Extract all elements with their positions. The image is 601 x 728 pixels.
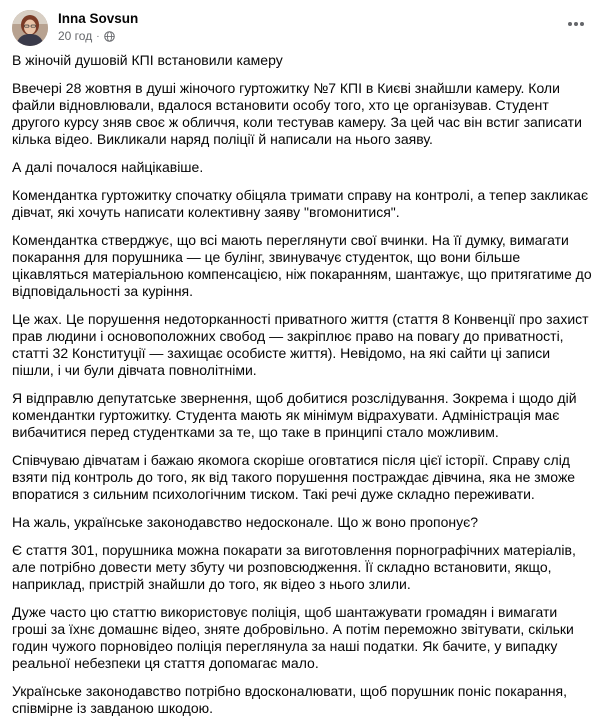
more-options-button[interactable]: [564, 14, 588, 34]
post-paragraph: Ввечері 28 жовтня в душі жіночого гуртожитку №7 КПІ в Києві знайшли камеру. Коли файли відновлювали, вдалося встановити особу того, хто це організував. Студент другого курсу зняв своє ж обличчя, коли тестував камеру. За цей час він встиг записати кілька відео. Викликали наряд поліції й написали на нього заяву.: [12, 80, 582, 147]
post-text: [12, 52, 594, 728]
avatar-image: [12, 10, 48, 46]
post-paragraph: Я відправлю депутатське звернення, щоб добитися розслідування. Зокрема і щодо дій комендантки гуртожитку. Студента мають як мінімум відрахувати. Адміністрація має вибачитися перед студентками за те, що таке в принципі стало можливим.: [12, 390, 577, 440]
meta-separator: ·: [96, 30, 100, 42]
author-name[interactable]: Inna Sovsun: [58, 11, 139, 26]
post-paragraph: А далі почалося найцікавіше.: [12, 159, 204, 175]
more-horizontal-icon: [567, 21, 585, 27]
post-paragraph: Дуже часто цю статтю використовує поліція, щоб шантажувати громадян і вимагати гроші за їхнє домашнє відео, зняте добровільно. А потім переможно звітувати, скільки годин чужого порновідео поліція переглянула за наші податки. Як бачите, у випадку реальної небезпеки ця стаття допомагає мало.: [12, 604, 574, 671]
post-timestamp[interactable]: 20 год: [58, 29, 93, 43]
post-paragraph: На жаль, українське законодавство недосконале. Що ж воно пропонує?: [12, 514, 479, 530]
post-paragraph: В жіночій душовій КПІ встановили камеру: [12, 52, 283, 68]
globe-icon: [104, 31, 115, 42]
post-paragraph: Українське законодавство потрібно вдосконалювати, щоб порушник поніс покарання, співмірне із завданою шкодою.: [12, 683, 568, 716]
post-paragraph: Це жах. Це порушення недоторканності приватного життя (стаття 8 Конвенції про захист прав людини і основоположних свобод — закріплює право на повагу до приватності, статті 32 Конституції — захищає особисте життя). Невідомо, на які сайти ці записи пішли, і чи були дівчата повнолітніми.: [12, 311, 589, 378]
post-paragraph: Співчуваю дівчатам і бажаю якомога скоріше оговтатися після цієї історії. Справу слід взяти під контроль до того, як від такого порушення постраждає дівчина, яка не зможе впоратися з сильним психологічним тиском. Такі речі дуже складно переживати.: [12, 452, 576, 502]
post-header: [12, 10, 592, 46]
post-paragraph: Комендантка гуртожитку спочатку обіцяла тримати справу на контролі, а тепер закликає дівчат, які хочуть написати колективну заяву "вгомонитися".: [12, 187, 589, 220]
post-paragraph: Комендантка стверджує, що всі мають переглянути свої вчинки. На її думку, вимагати покарання для порушника — це булінг, звинувачує студенток, що вони більше цікавляться матеріальною компенсацією, ніж покаранням, шантажує, що притягатиме до відповідальності за куріння.: [12, 232, 592, 299]
post-meta: [58, 29, 115, 43]
post-paragraph: Є стаття 301, порушника можна покарати за виготовлення порнографічних матеріалів, але потрібно довести мету збуту чи розповсюдження. Її складно встановити, якщо, наприклад, пристрій знайшли до того, як відео з нього злили.: [12, 542, 576, 592]
author-avatar[interactable]: [12, 10, 48, 46]
